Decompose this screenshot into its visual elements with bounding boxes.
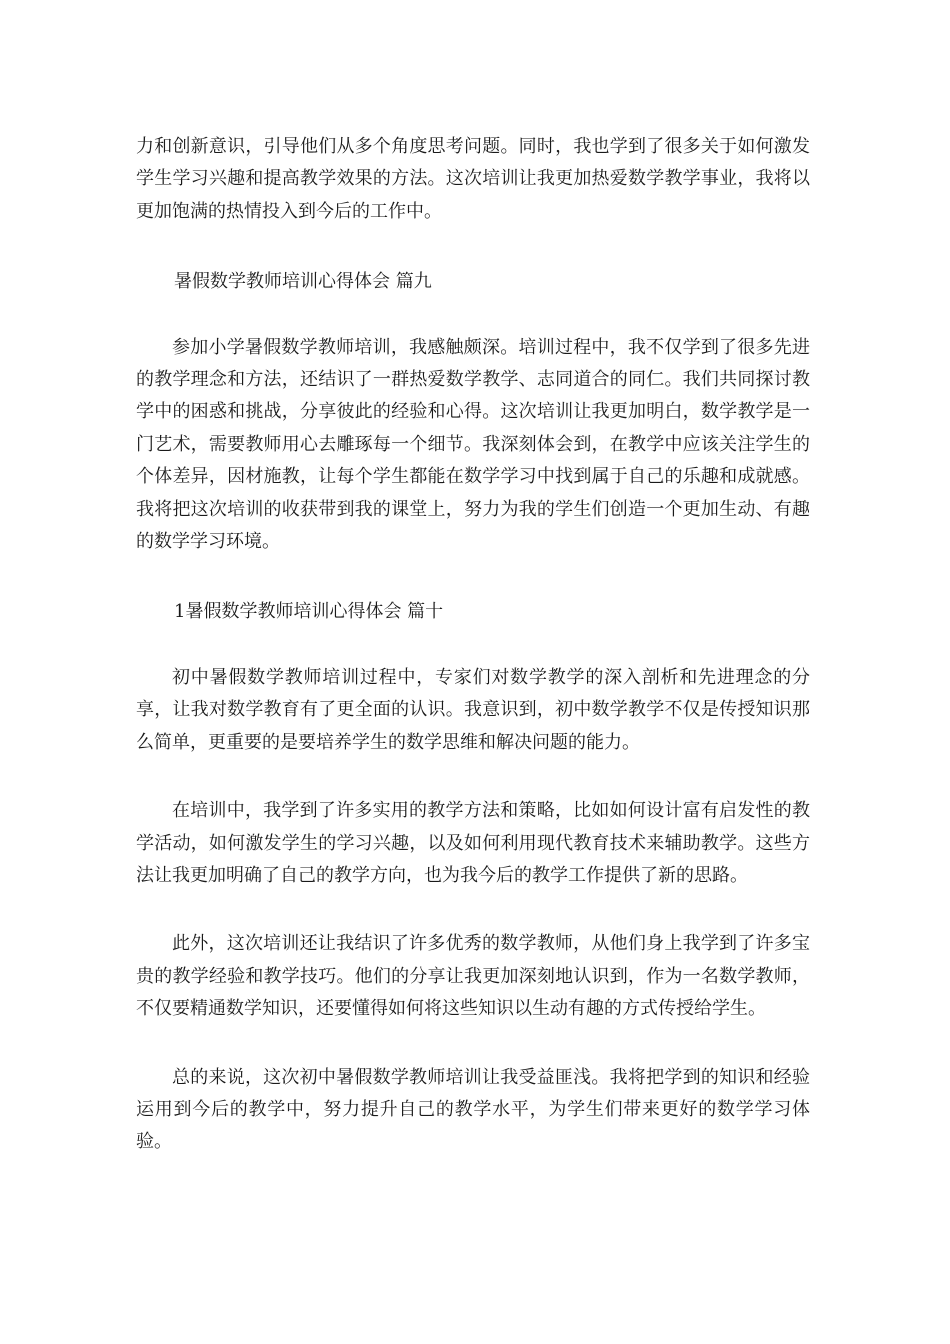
paragraph-section-9: 参加小学暑假数学教师培训，我感触颇深。培训过程中，我不仅学到了很多先进的教学理念和方法，还结识了一群热爱数学教学、志同道合的同仁。我们共同探讨教学中的困惑和挑战，分享彼此的经验和心得。这次培训让我更加明白，数学教学是一门艺术，需要教师用心去雕琢每一个细节。我深刻体会到，在教学中应该关注学生的个体差异，因材施教，让每个学生都能在数学学习中找到属于自己的乐趣和成就感。我将把这次培训的收获带到我的课堂上，努力为我的学生们创造一个更加生动、有趣的数学学习环境。: [136, 336, 810, 553]
paragraph-gap: [136, 299, 810, 332]
section-heading-10: 1暑假数学教师培训心得体会 篇十: [174, 601, 444, 623]
paragraph-gap: [136, 629, 810, 662]
paragraph-gap: [136, 558, 810, 596]
paragraph-section-10-a: 初中暑假数学教师培训过程中，专家们对数学教学的深入剖析和先进理念的分享，让我对数学教育有了更全面的认识。我意识到，初中数学教学不仅是传授知识那么简单，更重要的是要培养学生的数学思维和解决问题的能力。: [136, 666, 810, 753]
paragraph-gap: [136, 228, 810, 266]
paragraph-section-10-d: 总的来说，这次初中暑假数学教师培训让我受益匪浅。我将把学到的知识和经验运用到今后的教学中，努力提升自己的教学水平，为学生们带来更好的数学学习体验。: [136, 1066, 810, 1153]
paragraph-gap: [136, 1026, 810, 1062]
paragraph-section-10-c: 此外，这次培训还让我结识了许多优秀的数学教师，从他们身上我学到了许多宝贵的教学经验和教学技巧。他们的分享让我更加深刻地认识到，作为一名数学教师，不仅要精通数学知识，还要懂得如何将这些知识以生动有趣的方式传授给学生。: [136, 933, 810, 1020]
section-heading-9: 暑假数学教师培训心得体会 篇九: [174, 271, 432, 293]
paragraph-gap: [136, 759, 810, 795]
paragraph-section-10-b: 在培训中，我学到了许多实用的教学方法和策略，比如如何设计富有启发性的教学活动，如何激发学生的学习兴趣，以及如何利用现代教育技术来辅助教学。这些方法让我更加明确了自己的教学方向，也为我今后的教学工作提供了新的思路。: [136, 800, 810, 886]
document-page: [136, 131, 810, 1159]
paragraph-continuation: 力和创新意识，引导他们从多个角度思考问题。同时，我也学到了很多关于如何激发学生学习兴趣和提高教学效果的方法。这次培训让我更加热爱数学教学事业，我将以更加饱满的热情投入到今后的工作中。: [136, 136, 810, 222]
paragraph-gap: [136, 892, 810, 928]
